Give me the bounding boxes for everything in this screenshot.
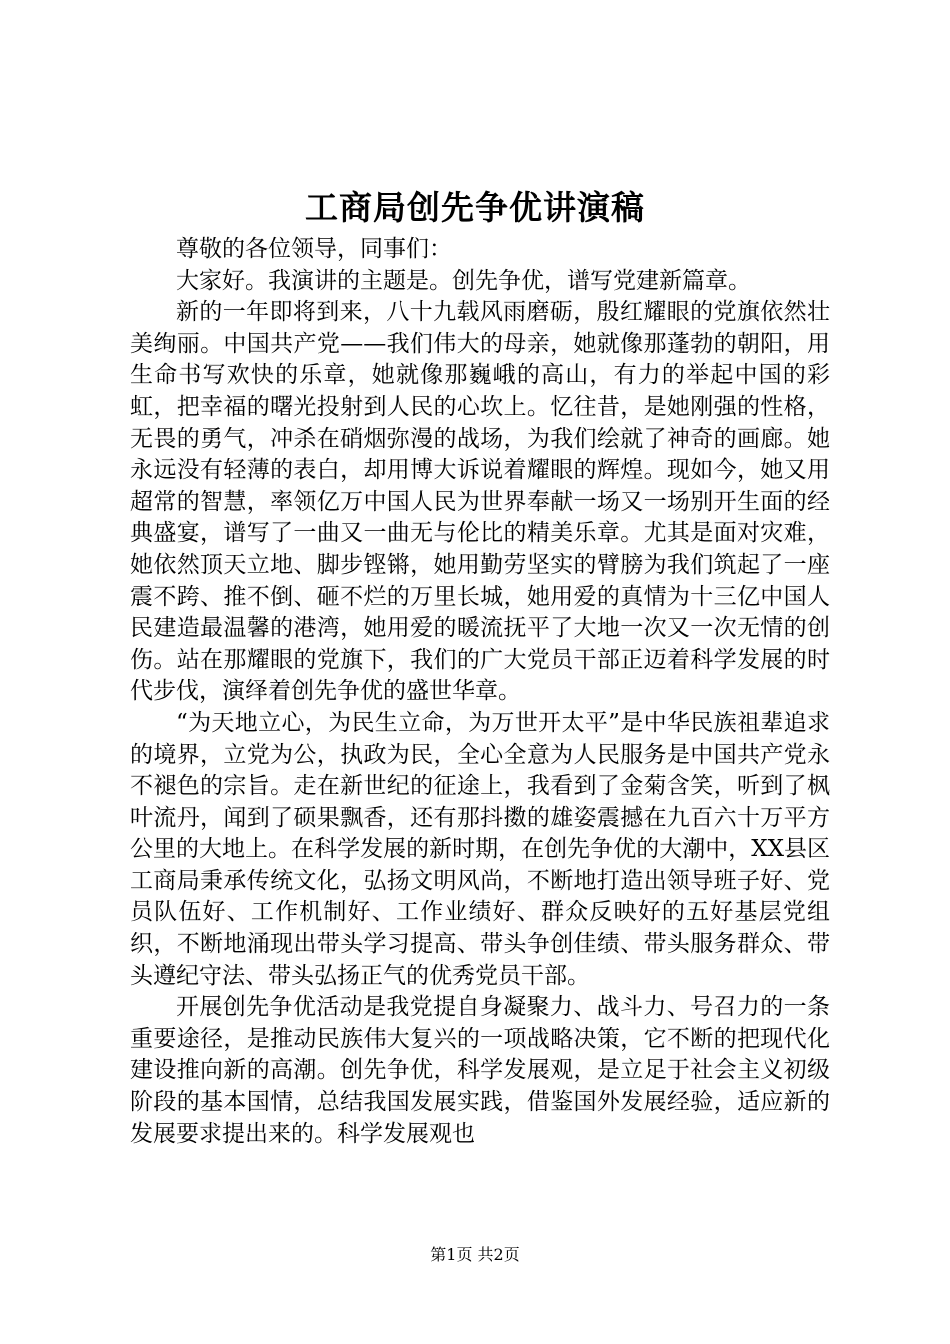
body-paragraph-1: 新的一年即将到来，八十九载风雨磨砺，殷红耀眼的党旗依然壮美绚丽。中国共产党——我们伟大的母亲，她就像那蓬勃的朝阳，用生命书写欢快的乐章，她就像那巍峨的高山，有力的举起中国的彩虹，把幸福的曙光投射到人民的心坎上。忆往昔，是她刚强的性格，无畏的勇气，冲杀在硝烟弥漫的战场，为我们绘就了神奇的画廊。她永远没有轻薄的表白，却用博大诉说着耀眼的辉煌。现如今，她又用超常的智慧，率领亿万中国人民为世界奉献一场又一场别开生面的经典盛宴，谱写了一曲又一曲无与伦比的精美乐章。尤其是面对灾难，她依然顶天立地、脚步铿锵，她用勤劳坚实的臂膀为我们筑起了一座震不跨、推不倒、砸不烂的万里长城，她用爱的真情为十三亿中国人民建造最温馨的港湾，她用爱的暖流抚平了大地一次又一次无情的创伤。站在那耀眼的党旗下，我们的广大党员干部正迈着科学发展的时代步伐，演绎着创先争优的盛世华章。: [130, 299, 830, 705]
body-paragraph-2: “为天地立心，为民生立命，为万世开太平”是中华民族祖辈追求的境界，立党为公，执政为民，全心全意为人民服务是中国共产党永不褪色的宗旨。走在新世纪的征途上，我看到了金菊含笑，听到了枫叶流丹，闻到了硕果飘香，还有那抖擞的雄姿震撼在九百六十万平方公里的大地上。在科学发展的新时期，在创先争优的大潮中，XX县区工商局秉承传统文化，弘扬文明风尚，不断地打造出领导班子好、党员队伍好、工作机制好、工作业绩好、群众反映好的五好基层党组织，不断地涌现出带头学习提高、带头争创佳绩、带头服务群众、带头遵纪守法、带头弘扬正气的优秀党员干部。: [130, 709, 830, 989]
body-paragraph-3: 开展创先争优活动是我党提自身凝聚力、战斗力、号召力的一条重要途径，是推动民族伟大复兴的一项战略决策，它不断的把现代化建设推向新的高潮。创先争优，科学发展观，是立足于社会主义初级阶段的基本国情，总结我国发展实践，借鉴国外发展经验，适应新的发展要求提出来的。科学发展观也: [130, 994, 830, 1147]
intro-paragraph: 大家好。我演讲的主题是。创先争优，谱写党建新篇章。: [176, 267, 751, 294]
salutation-paragraph: 尊敬的各位领导，同事们：: [176, 236, 452, 262]
page-number-footer: 第1页 共2页: [430, 1245, 520, 1264]
document-body: [130, 234, 830, 1150]
document-title: 工商局创先争优讲演稿: [305, 188, 645, 227]
